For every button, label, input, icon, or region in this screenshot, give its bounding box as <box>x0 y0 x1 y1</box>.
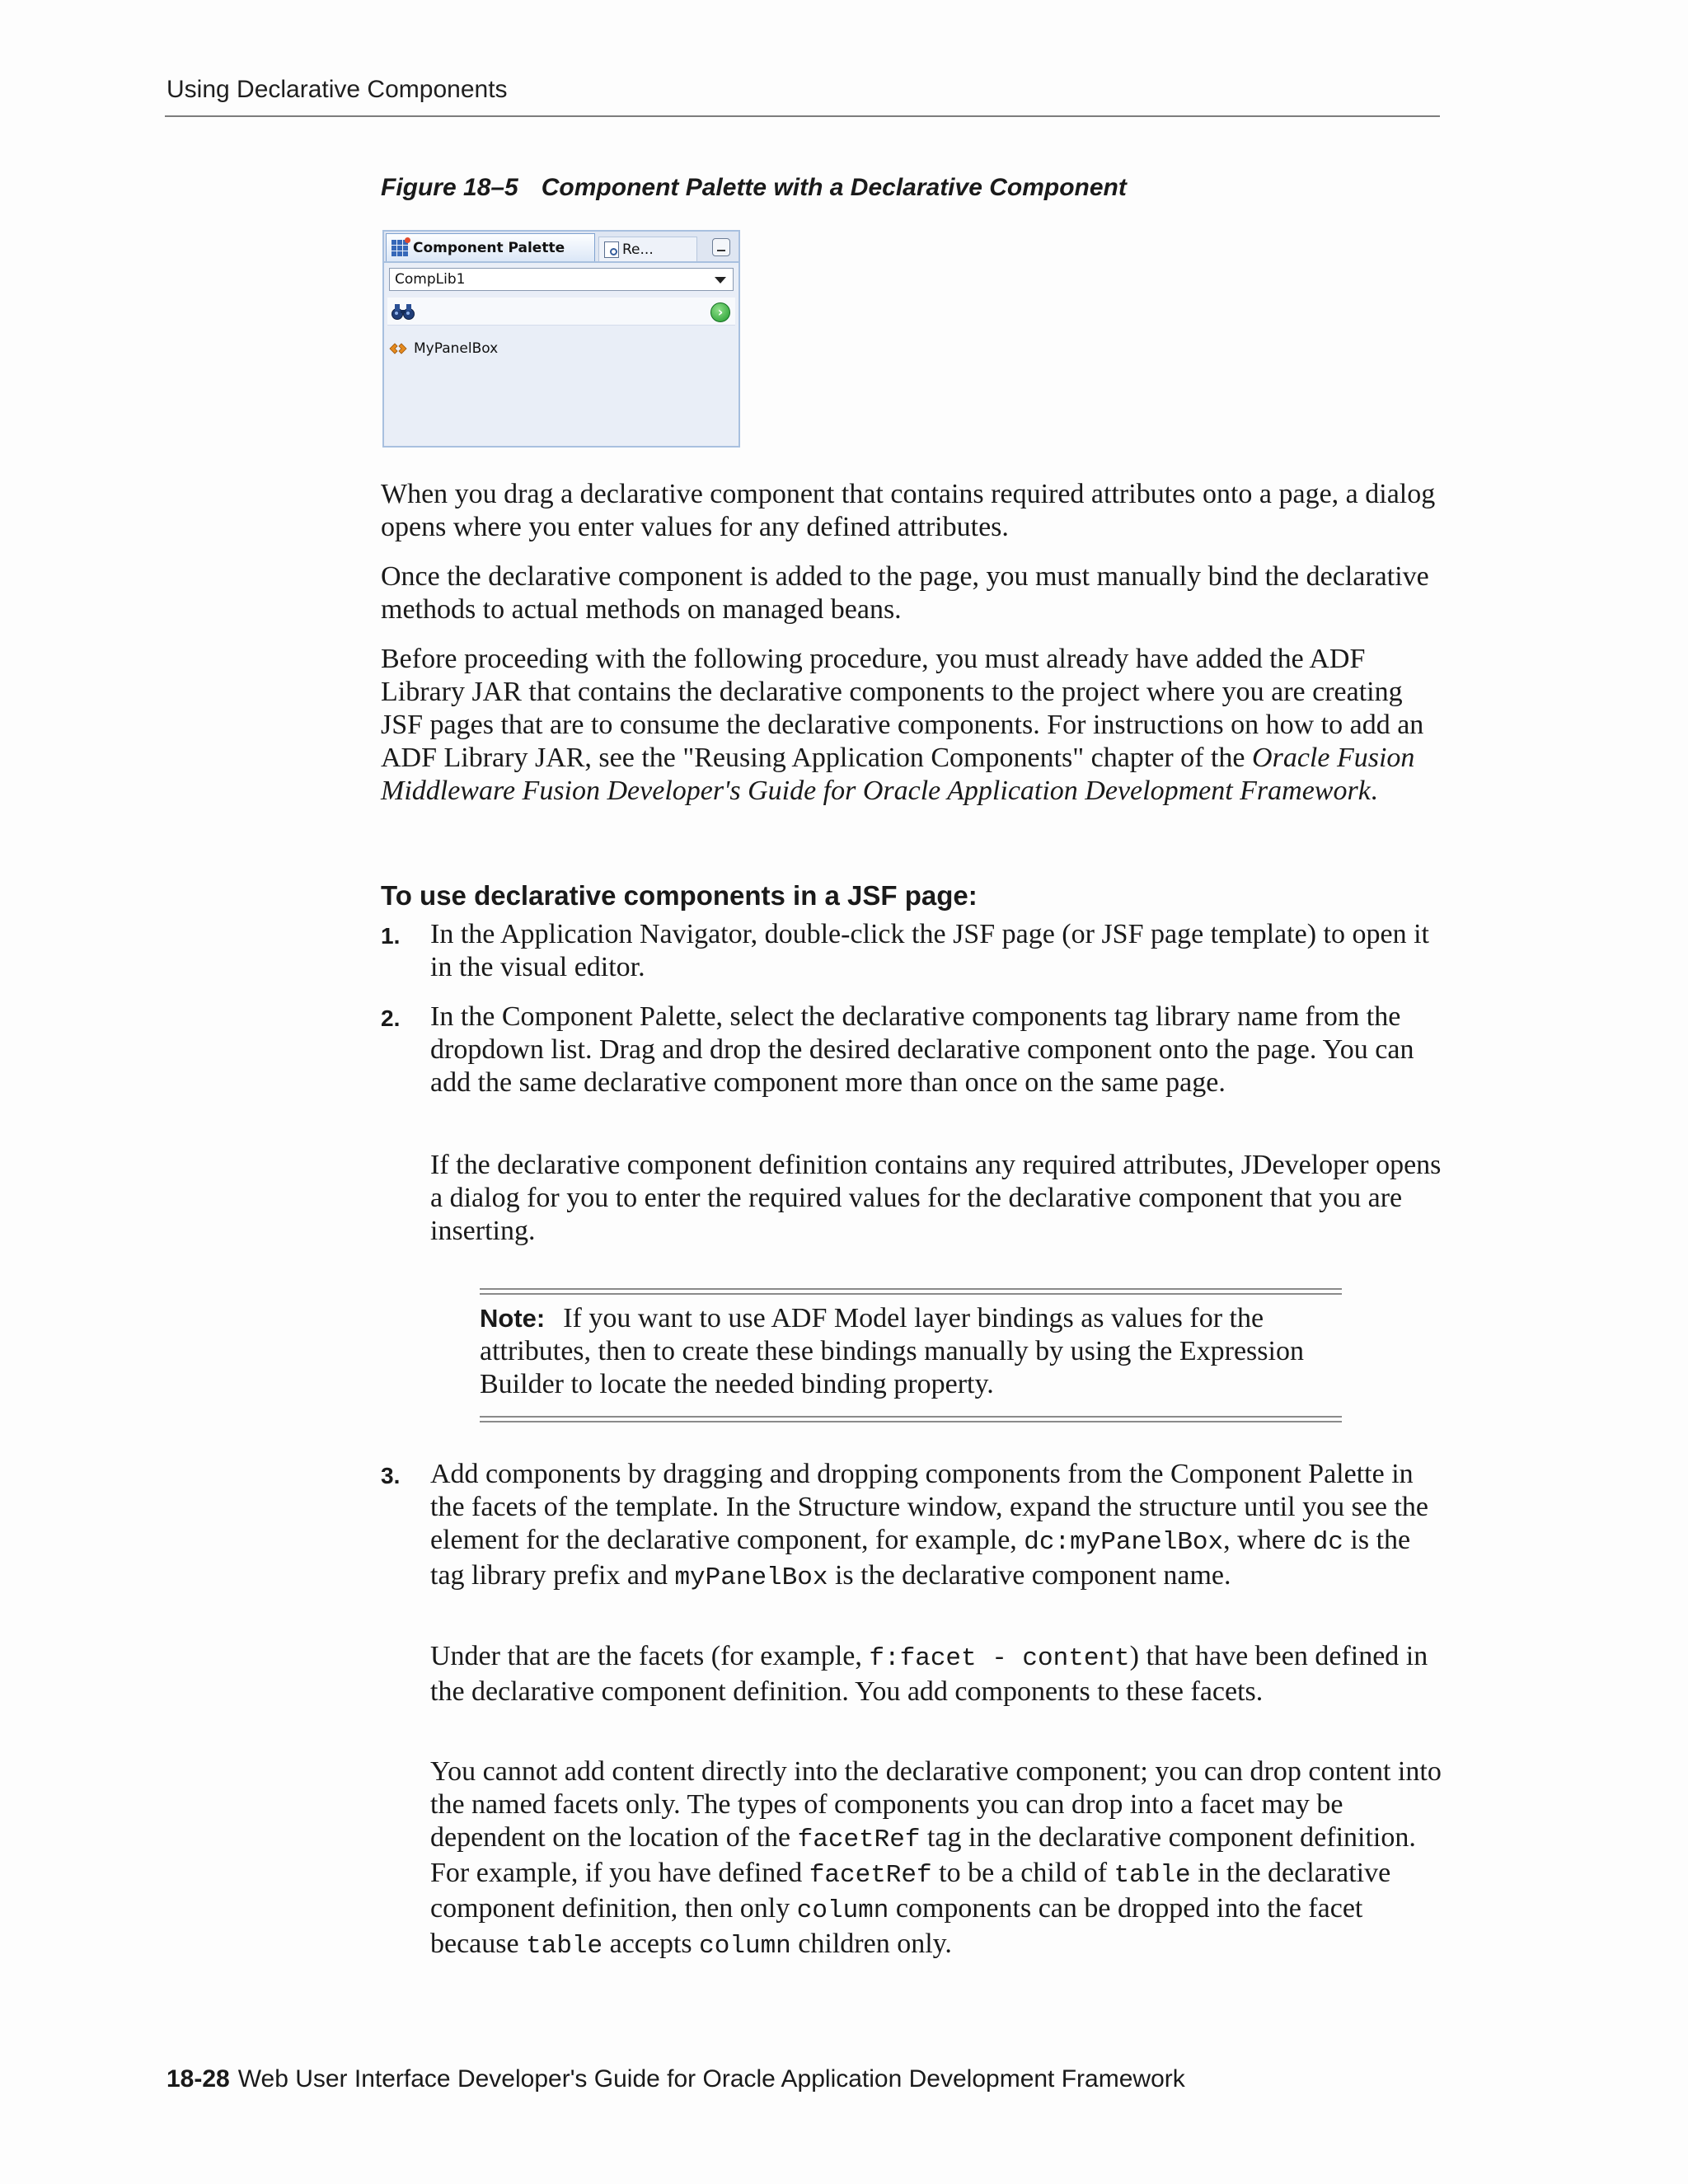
code-column-2: column <box>699 1932 791 1961</box>
palette-tab-bar <box>384 232 738 263</box>
footer-book-title: Web User Interface Developer's Guide for Oracle Application Development Framework <box>237 2065 1185 2093</box>
code-mypanelbox: myPanelBox <box>674 1563 828 1592</box>
page-footer <box>166 2065 1185 2093</box>
note-rule-top-2 <box>480 1293 1342 1295</box>
chevron-down-icon <box>715 277 726 284</box>
go-arrow-icon[interactable]: › <box>710 302 730 322</box>
code-table: table <box>1114 1861 1191 1890</box>
component-palette-screenshot <box>382 230 740 448</box>
step-1-number: 1. <box>381 923 401 949</box>
note-rule-bottom <box>480 1416 1342 1418</box>
step-2-text: In the Component Palette, select the declarative components tag library name from the dropdown list. Drag and drop the desired declarative component onto the page. You can add the same declarative component more than once on the same page. <box>430 1001 1414 1098</box>
note-text: If you want to use ADF Model layer bindings as values for the attributes, then to create these bindings manually by using the Expression Builder to locate the needed binding property. <box>480 1303 1304 1399</box>
binoculars-icon <box>391 302 415 321</box>
palette-item-mypanelbox[interactable] <box>389 340 498 357</box>
figure-caption <box>381 174 1127 202</box>
tab-component-palette[interactable] <box>386 233 595 261</box>
paragraph-drag-dialog: When you drag a declarative component that contains required attributes onto a page, a dialog opens where you enter values for any defined attributes. <box>381 479 1436 542</box>
procedure-title: To use declarative components in a JSF page: <box>381 880 978 911</box>
running-header: Using Declarative Components <box>166 76 508 103</box>
tab-resources-label: Re... <box>622 241 654 258</box>
step-2-number: 2. <box>381 1005 401 1031</box>
note-label: Note: <box>480 1304 546 1333</box>
book-reference: Oracle Fusion Middleware Fusion Developer's Guide for Oracle Application Development Framework <box>381 743 1415 806</box>
note-rule-bottom-2 <box>480 1421 1342 1422</box>
step-1-text: In the Application Navigator, double-click the JSF page (or JSF page template) to open it in the visual editor. <box>430 919 1429 982</box>
code-facetref-2: facetRef <box>809 1861 932 1890</box>
figure-number: Figure 18–5 <box>381 174 518 201</box>
code-table-2: table <box>526 1932 603 1961</box>
note-box <box>480 1302 1353 1401</box>
library-dropdown-value: CompLib1 <box>395 271 466 288</box>
code-facet-content: f:facet - content <box>869 1644 1130 1673</box>
minimize-icon[interactable] <box>712 238 730 256</box>
paragraph-bind-methods: Once the declarative component is added to the page, you must manually bind the declarative methods to actual methods on managed beans. <box>381 561 1429 625</box>
declarative-component-icon <box>389 342 407 355</box>
code-dc: dc <box>1312 1528 1343 1557</box>
step-2-followup: If the declarative component definition contains any required attributes, JDeveloper opens a dialog for you to enter the required values for the declarative component that you are inserting. <box>430 1150 1442 1246</box>
tab-component-palette-label: Component Palette <box>413 239 565 256</box>
code-dc-mypanelbox: dc:myPanelBox <box>1024 1528 1224 1557</box>
palette-item-label: MyPanelBox <box>414 340 499 357</box>
code-facetref: facetRef <box>797 1825 921 1854</box>
tab-resources[interactable] <box>598 237 697 261</box>
note-rule-top <box>480 1288 1342 1290</box>
step-3-facets: Under that are the facets (for example, f:facet - content) that have been defined in the declarative component definition. You add components to these facets. <box>430 1641 1428 1707</box>
paragraph-prerequisites: Before proceeding with the following procedure, you must already have added the ADF Library JAR that contains the declarative components to the project where you are creating JSF pages that are to consume the declarative components. For instructions on how to add an ADF Library JAR, see the "Reusing Application Components" chapter of the Oracle Fusion Middleware Fusion Developer's Guide for Oracle Application Development Framework. <box>381 644 1424 806</box>
figure-title: Component Palette with a Declarative Component <box>541 174 1127 201</box>
palette-search-bar[interactable] <box>387 298 735 326</box>
header-rule <box>165 115 1440 117</box>
step-3-number: 3. <box>381 1463 401 1488</box>
resource-catalog-icon <box>604 241 619 258</box>
library-dropdown[interactable] <box>389 268 734 291</box>
step-3-text: Add components by dragging and dropping components from the Component Palette in the facets of the template. In the Structure window, expand the structure until you see the element for the declarative component, for example, dc:myPanelBox, where dc is the tag library prefix and myPanelBox is the declarative component name. <box>430 1459 1429 1592</box>
page-number: 18-28 <box>166 2065 230 2093</box>
palette-grid-icon <box>392 240 408 256</box>
code-column: column <box>796 1896 889 1925</box>
step-3-facetref: You cannot add content directly into the declarative component; you can drop content into the named facets only. The types of components you can drop into a facet may be dependent on the location of the facetRef tag in the declarative component definition. For example, if you have defined facetRef to be a child of table in the declarative component definition, then only column components can be dropped into the facet because table accepts column children only. <box>430 1756 1442 1961</box>
